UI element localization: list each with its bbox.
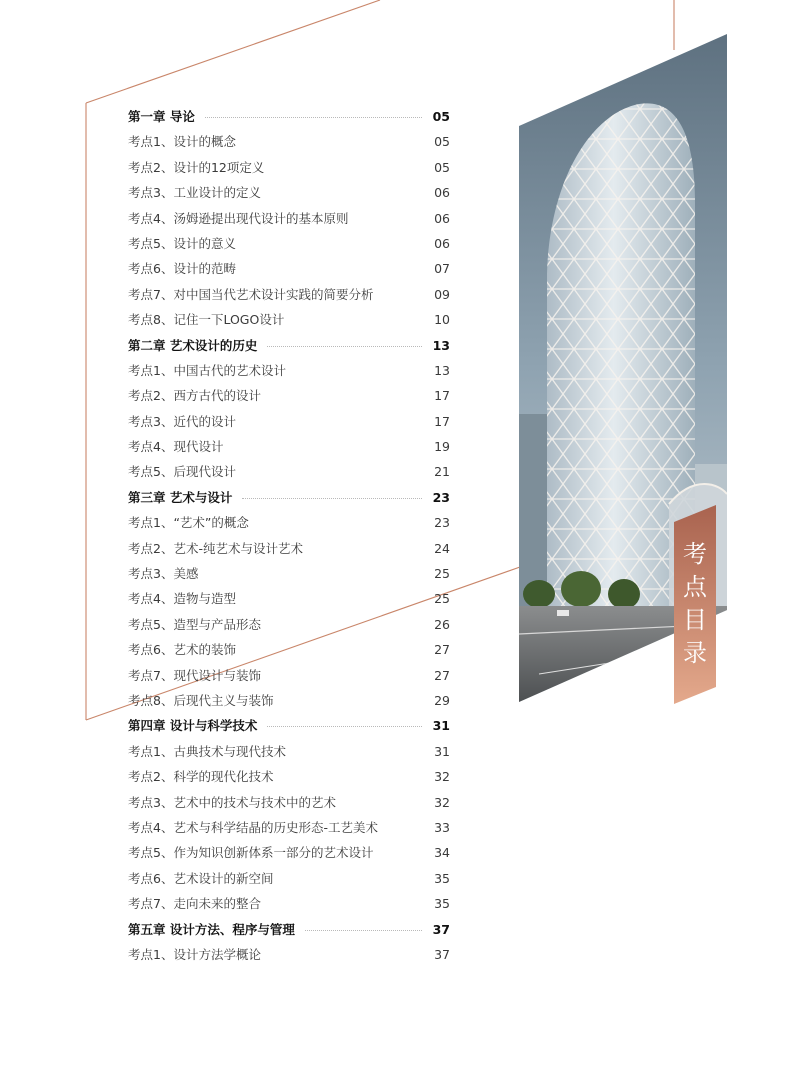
badge-title <box>682 538 708 670</box>
toc-item-row[interactable] <box>128 790 450 815</box>
page-number: 25 <box>434 566 450 582</box>
dotted-leader <box>267 726 422 727</box>
toc-item-row[interactable] <box>128 155 450 180</box>
page-number: 32 <box>434 769 450 785</box>
item-title: 考点4、造物与造型 <box>128 591 236 607</box>
toc-item-row[interactable] <box>128 459 450 484</box>
page-number: 06 <box>434 185 450 201</box>
page-number: 29 <box>434 692 450 708</box>
page-number: 17 <box>434 388 450 404</box>
toc-item-row[interactable] <box>128 256 450 281</box>
toc-item-row[interactable] <box>128 510 450 535</box>
page-number: 26 <box>434 616 450 632</box>
page-number: 25 <box>434 591 450 607</box>
page-number: 37 <box>432 921 450 937</box>
toc-item-row[interactable] <box>128 764 450 789</box>
dotted-leader <box>267 346 422 347</box>
toc-item-row[interactable] <box>128 739 450 764</box>
toc-item-row[interactable] <box>128 815 450 840</box>
dotted-leader <box>305 930 422 931</box>
chapter-title: 第三章 艺术与设计 <box>128 490 238 505</box>
item-title: 考点7、对中国当代艺术设计实践的简要分析 <box>128 286 374 302</box>
item-title: 考点5、作为知识创新体系一部分的艺术设计 <box>128 845 374 861</box>
page-number: 23 <box>432 489 450 505</box>
item-title: 考点3、工业设计的定义 <box>128 185 261 201</box>
page-number: 09 <box>434 286 450 302</box>
page-number: 24 <box>434 540 450 556</box>
item-title: 考点3、近代的设计 <box>128 413 236 429</box>
page-number: 23 <box>434 515 450 531</box>
chapter-title: 第四章 设计与科学技术 <box>128 718 263 733</box>
page-number: 27 <box>434 642 450 658</box>
page-number: 13 <box>434 362 450 378</box>
chapter-title: 第二章 艺术设计的历史 <box>128 338 263 353</box>
page-number: 37 <box>434 946 450 962</box>
toc-item-row[interactable] <box>128 688 450 713</box>
item-title: 考点1、古典技术与现代技术 <box>128 743 286 759</box>
toc-chapter-row[interactable] <box>128 104 450 129</box>
page-number: 05 <box>434 134 450 150</box>
toc-item-row[interactable] <box>128 282 450 307</box>
item-title: 考点6、艺术的装饰 <box>128 642 236 658</box>
item-title: 考点7、走向未来的整合 <box>128 896 261 912</box>
table-of-contents <box>128 104 450 967</box>
page-number: 10 <box>434 312 450 328</box>
item-title: 考点2、西方古代的设计 <box>128 388 261 404</box>
badge-char: 点 <box>683 573 707 601</box>
item-title: 考点2、设计的12项定义 <box>128 159 265 175</box>
chapter-title: 第五章 设计方法、程序与管理 <box>128 922 301 937</box>
page-number: 19 <box>434 439 450 455</box>
toc-item-row[interactable] <box>128 307 450 332</box>
item-title: 考点1、中国古代的艺术设计 <box>128 362 286 378</box>
page-number: 05 <box>434 159 450 175</box>
toc-chapter-row[interactable] <box>128 485 450 510</box>
item-title: 考点1、设计的概念 <box>128 134 236 150</box>
item-title: 考点8、记住一下LOGO设计 <box>128 312 285 328</box>
toc-chapter-row[interactable] <box>128 713 450 738</box>
toc-item-row[interactable] <box>128 536 450 561</box>
item-title: 考点5、设计的意义 <box>128 235 236 251</box>
page-number: 06 <box>434 235 450 251</box>
item-title: 考点8、后现代主义与装饰 <box>128 692 274 708</box>
toc-item-row[interactable] <box>128 866 450 891</box>
toc-item-row[interactable] <box>128 434 450 459</box>
page-number: 31 <box>434 743 450 759</box>
toc-item-row[interactable] <box>128 663 450 688</box>
page-number: 35 <box>434 870 450 886</box>
item-title: 考点5、后现代设计 <box>128 464 236 480</box>
toc-item-row[interactable] <box>128 383 450 408</box>
page-number: 07 <box>434 261 450 277</box>
item-title: 考点7、现代设计与装饰 <box>128 667 261 683</box>
dotted-leader <box>242 498 422 499</box>
page-number: 06 <box>434 210 450 226</box>
toc-item-row[interactable] <box>128 840 450 865</box>
item-title: 考点2、艺术-纯艺术与设计艺术 <box>128 540 303 556</box>
toc-item-row[interactable] <box>128 586 450 611</box>
page-number: 34 <box>434 845 450 861</box>
page-number: 35 <box>434 896 450 912</box>
item-title: 考点4、艺术与科学结晶的历史形态-工艺美术 <box>128 819 378 835</box>
item-title: 考点1、“艺术”的概念 <box>128 515 249 531</box>
toc-item-row[interactable] <box>128 206 450 231</box>
toc-item-row[interactable] <box>128 129 450 154</box>
toc-item-row[interactable] <box>128 942 450 967</box>
item-title: 考点4、汤姆逊提出现代设计的基本原则 <box>128 210 349 226</box>
item-title: 考点2、科学的现代化技术 <box>128 769 274 785</box>
toc-item-row[interactable] <box>128 891 450 916</box>
toc-item-row[interactable] <box>128 358 450 383</box>
toc-chapter-row[interactable] <box>128 917 450 942</box>
toc-item-row[interactable] <box>128 561 450 586</box>
item-title: 考点6、设计的范畴 <box>128 261 236 277</box>
toc-chapter-row[interactable] <box>128 333 450 358</box>
toc-item-row[interactable] <box>128 612 450 637</box>
item-title: 考点3、艺术中的技术与技术中的艺术 <box>128 794 336 810</box>
toc-item-row[interactable] <box>128 637 450 662</box>
item-title: 考点3、美感 <box>128 566 199 582</box>
badge-char: 录 <box>683 639 707 667</box>
page-number: 32 <box>434 794 450 810</box>
badge-char: 考 <box>683 540 707 568</box>
toc-item-row[interactable] <box>128 180 450 205</box>
chapter-title: 第一章 导论 <box>128 109 201 124</box>
item-title: 考点1、设计方法学概论 <box>128 946 261 962</box>
page-number: 31 <box>432 718 450 734</box>
badge-char: 目 <box>683 606 707 634</box>
item-title: 考点6、艺术设计的新空间 <box>128 870 274 886</box>
dotted-leader <box>205 117 422 118</box>
item-title: 考点4、现代设计 <box>128 439 224 455</box>
toc-item-row[interactable] <box>128 409 450 434</box>
item-title: 考点5、造型与产品形态 <box>128 616 261 632</box>
page-number: 17 <box>434 413 450 429</box>
page-number: 21 <box>434 464 450 480</box>
page-number: 05 <box>432 109 450 124</box>
toc-item-row[interactable] <box>128 231 450 256</box>
page-number: 13 <box>432 337 450 353</box>
page-number: 33 <box>434 819 450 835</box>
page-number: 27 <box>434 667 450 683</box>
